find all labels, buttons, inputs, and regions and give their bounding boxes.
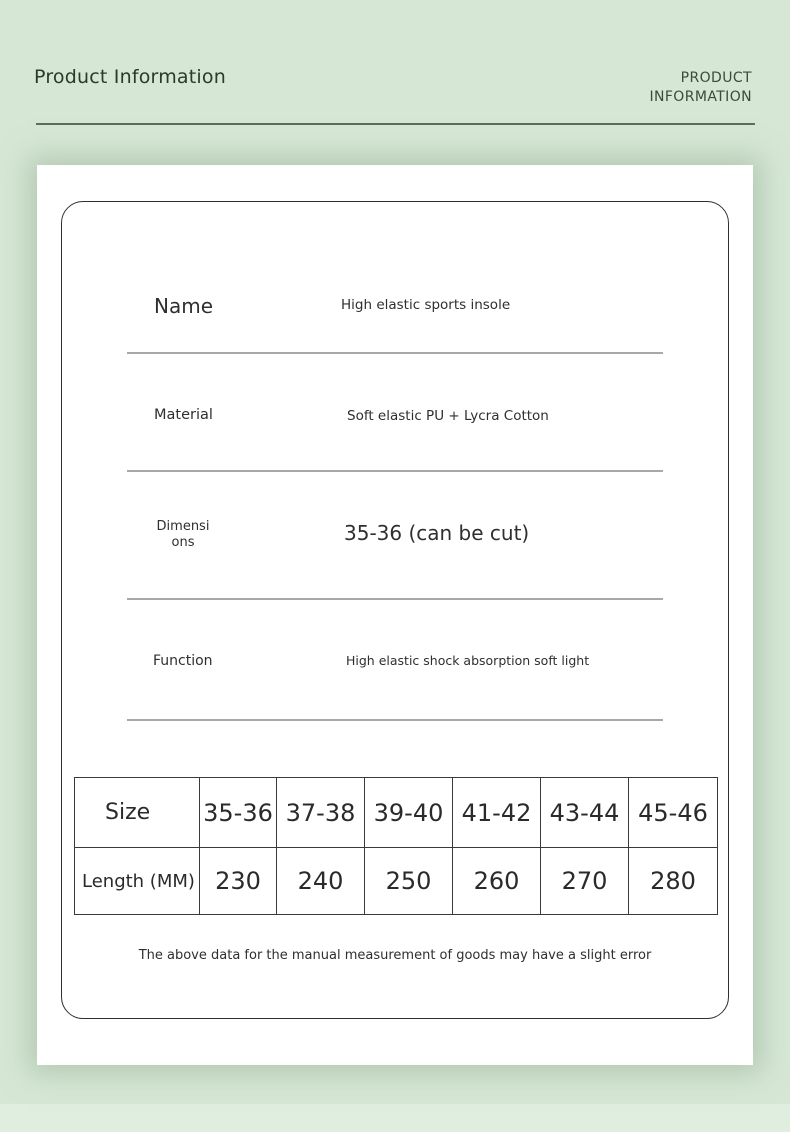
length-cell: 260 (453, 848, 541, 915)
length-row (75, 848, 718, 915)
header-right-line1: PRODUCT (680, 70, 752, 86)
size-cell: 37-38 (277, 778, 365, 848)
size-cell: 35-36 (200, 778, 277, 848)
spec-label-name: Name (154, 294, 214, 318)
spec-label-function: Function (153, 653, 213, 669)
spec-label-material: Material (154, 407, 213, 423)
spec-label-dimensions (150, 519, 216, 551)
header-right-line2: INFORMATION (649, 89, 752, 105)
spec-label-dimensions-line2: ons (171, 535, 195, 550)
spec-divider (127, 598, 663, 600)
spec-divider (127, 719, 663, 721)
size-cell: 39-40 (365, 778, 453, 848)
header-divider (36, 123, 755, 125)
size-row (75, 778, 718, 848)
length-cell: 230 (200, 848, 277, 915)
length-cell: 270 (541, 848, 629, 915)
page-title: Product Information (34, 66, 226, 88)
length-cell: 250 (365, 848, 453, 915)
bottom-strip (0, 1104, 790, 1132)
spec-value-material: Soft elastic PU + Lycra Cotton (347, 408, 549, 424)
size-cell: 43-44 (541, 778, 629, 848)
size-cell: 45-46 (629, 778, 718, 848)
spec-value-dimensions: 35-36 (can be cut) (344, 521, 530, 545)
length-header-cell: Length (MM) (75, 848, 200, 915)
spec-value-name: High elastic sports insole (341, 297, 511, 313)
size-table (74, 777, 718, 915)
measurement-note: The above data for the manual measurement of goods may have a slight error (138, 948, 652, 963)
size-cell: 41-42 (453, 778, 541, 848)
spec-divider (127, 352, 663, 354)
spec-divider (127, 470, 663, 472)
length-cell: 280 (629, 848, 718, 915)
header-right-caption (649, 69, 752, 107)
spec-label-dimensions-line1: Dimensi (156, 519, 210, 534)
size-header-cell: Size (75, 778, 200, 848)
length-cell: 240 (277, 848, 365, 915)
spec-value-function: High elastic shock absorption soft light (346, 653, 590, 668)
